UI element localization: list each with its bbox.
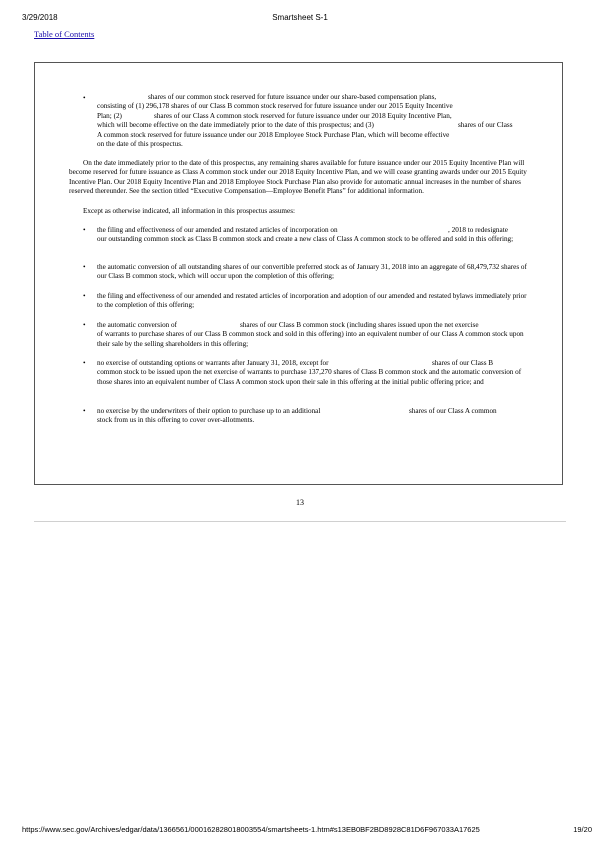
share-plans-line-3a: Plan; (2)	[97, 111, 122, 120]
print-date: 3/29/2018	[22, 13, 58, 22]
assumption-1a: the filing and effectiveness of our amended and restated articles of incorporation on	[97, 226, 338, 234]
assumption-5b: shares of our Class B	[432, 359, 494, 367]
assumption-2: the automatic conversion of all outstanding shares of our convertible preferred stock as of January 31, 2018 into an aggregate of 68,479,732 shares of our Class B common stock, which will occur upon the completion of this offering;	[97, 263, 527, 281]
page-divider	[34, 521, 566, 522]
assumption-4c: of warrants to purchase shares of our Class B common stock and sold in this offering) into an equivalent number of our Class A common stock upon their sale by the selling shareholders in this offering;	[97, 330, 524, 348]
document-title: Smartsheet S-1	[272, 13, 328, 22]
bullet-marker: •	[83, 263, 86, 271]
bullet-marker: •	[83, 321, 86, 329]
bullet-marker: •	[83, 359, 86, 367]
table-of-contents-link[interactable]: Table of Contents	[34, 29, 95, 39]
share-plans-line-2: consisting of (1) 296,178 shares of our Class B common stock reserved for future issuance under our 2015 Equity Incentive	[97, 102, 453, 111]
assumption-3: the filing and effectiveness of our amended and restated articles of incorporation and adoption of our amended and restated bylaws immediately prior to the completion of this offering;	[97, 292, 527, 310]
share-plans-line-3b: shares of our Class A common stock reserved for future issuance under our 2018 Equity Incentive Plan,	[154, 111, 452, 120]
plans-paragraph: On the date immediately prior to the date of this prospectus, any remaining shares available for future issuance under our 2015 Equity Incentive Plan will become reserved for future issuance as Class A common stock under our 2018 Equity Incentive Plan, and we will cease granting awards under our 2015 Equity Incentive Plan. Our 2018 Equity Incentive Plan and 2018 Employee Stock Purchase Plan also provide for automatic annual increases in the number of shares reserved thereunder. See the section titled “Executive Compensation—Employee Benefit Plans” for additional information.	[69, 159, 527, 196]
assumption-6b: shares of our Class A common	[409, 407, 497, 415]
bullet-marker: •	[83, 292, 86, 300]
footer-page-count: 19/20	[573, 825, 592, 834]
share-plans-line-5: A common stock reserved for future issuance under our 2018 Employee Stock Purchase Plan, which will become effective	[97, 130, 450, 139]
bullet-marker: •	[83, 226, 86, 234]
assumption-6c: stock from us in this offering to cover over-allotments.	[97, 416, 255, 425]
assumption-5c: common stock to be issued upon the net exercise of warrants to purchase 137,270 shares of Class B common stock and the automatic conversion of those shares into an equivalent number of Class A common stock upon their sale in this offering at the initial public offering price; and	[97, 368, 522, 386]
assumption-1b: , 2018 to redesignate	[448, 226, 508, 234]
bullet-marker: •	[83, 407, 86, 415]
assumption-6a: no exercise by the underwriters of their option to purchase up to an additional	[97, 407, 321, 415]
share-plans-line-4b: shares of our Class	[458, 121, 513, 130]
footer-url: https://www.sec.gov/Archives/edgar/data/1366561/000162828018003554/smartsheets-1.htm#s13EB0BF2BD8928C81D6F967033A17625	[22, 825, 480, 834]
share-plans-line-1: shares of our common stock reserved for future issuance under our share-based compensation plans,	[148, 93, 437, 101]
share-plans-line-4a: which will become effective on the date immediately prior to the date of this prospectus; and (3)	[97, 121, 374, 130]
assumption-4b: shares of our Class B common stock (including shares issued upon the net exercise	[240, 321, 479, 329]
assumption-1c: our outstanding common stock as Class B common stock and create a new class of Class A common stock to be offered and sold in this offering;	[97, 235, 514, 244]
assumptions-intro: Except as otherwise indicated, all information in this prospectus assumes:	[83, 207, 295, 215]
page-number: 13	[296, 498, 304, 507]
share-plans-line-6: on the date of this prospectus.	[97, 140, 183, 148]
assumption-4a: the automatic conversion of	[97, 321, 178, 329]
assumption-5a: no exercise of outstanding options or warrants after January 31, 2018, except for	[97, 359, 329, 367]
bullet-marker: •	[83, 94, 86, 102]
